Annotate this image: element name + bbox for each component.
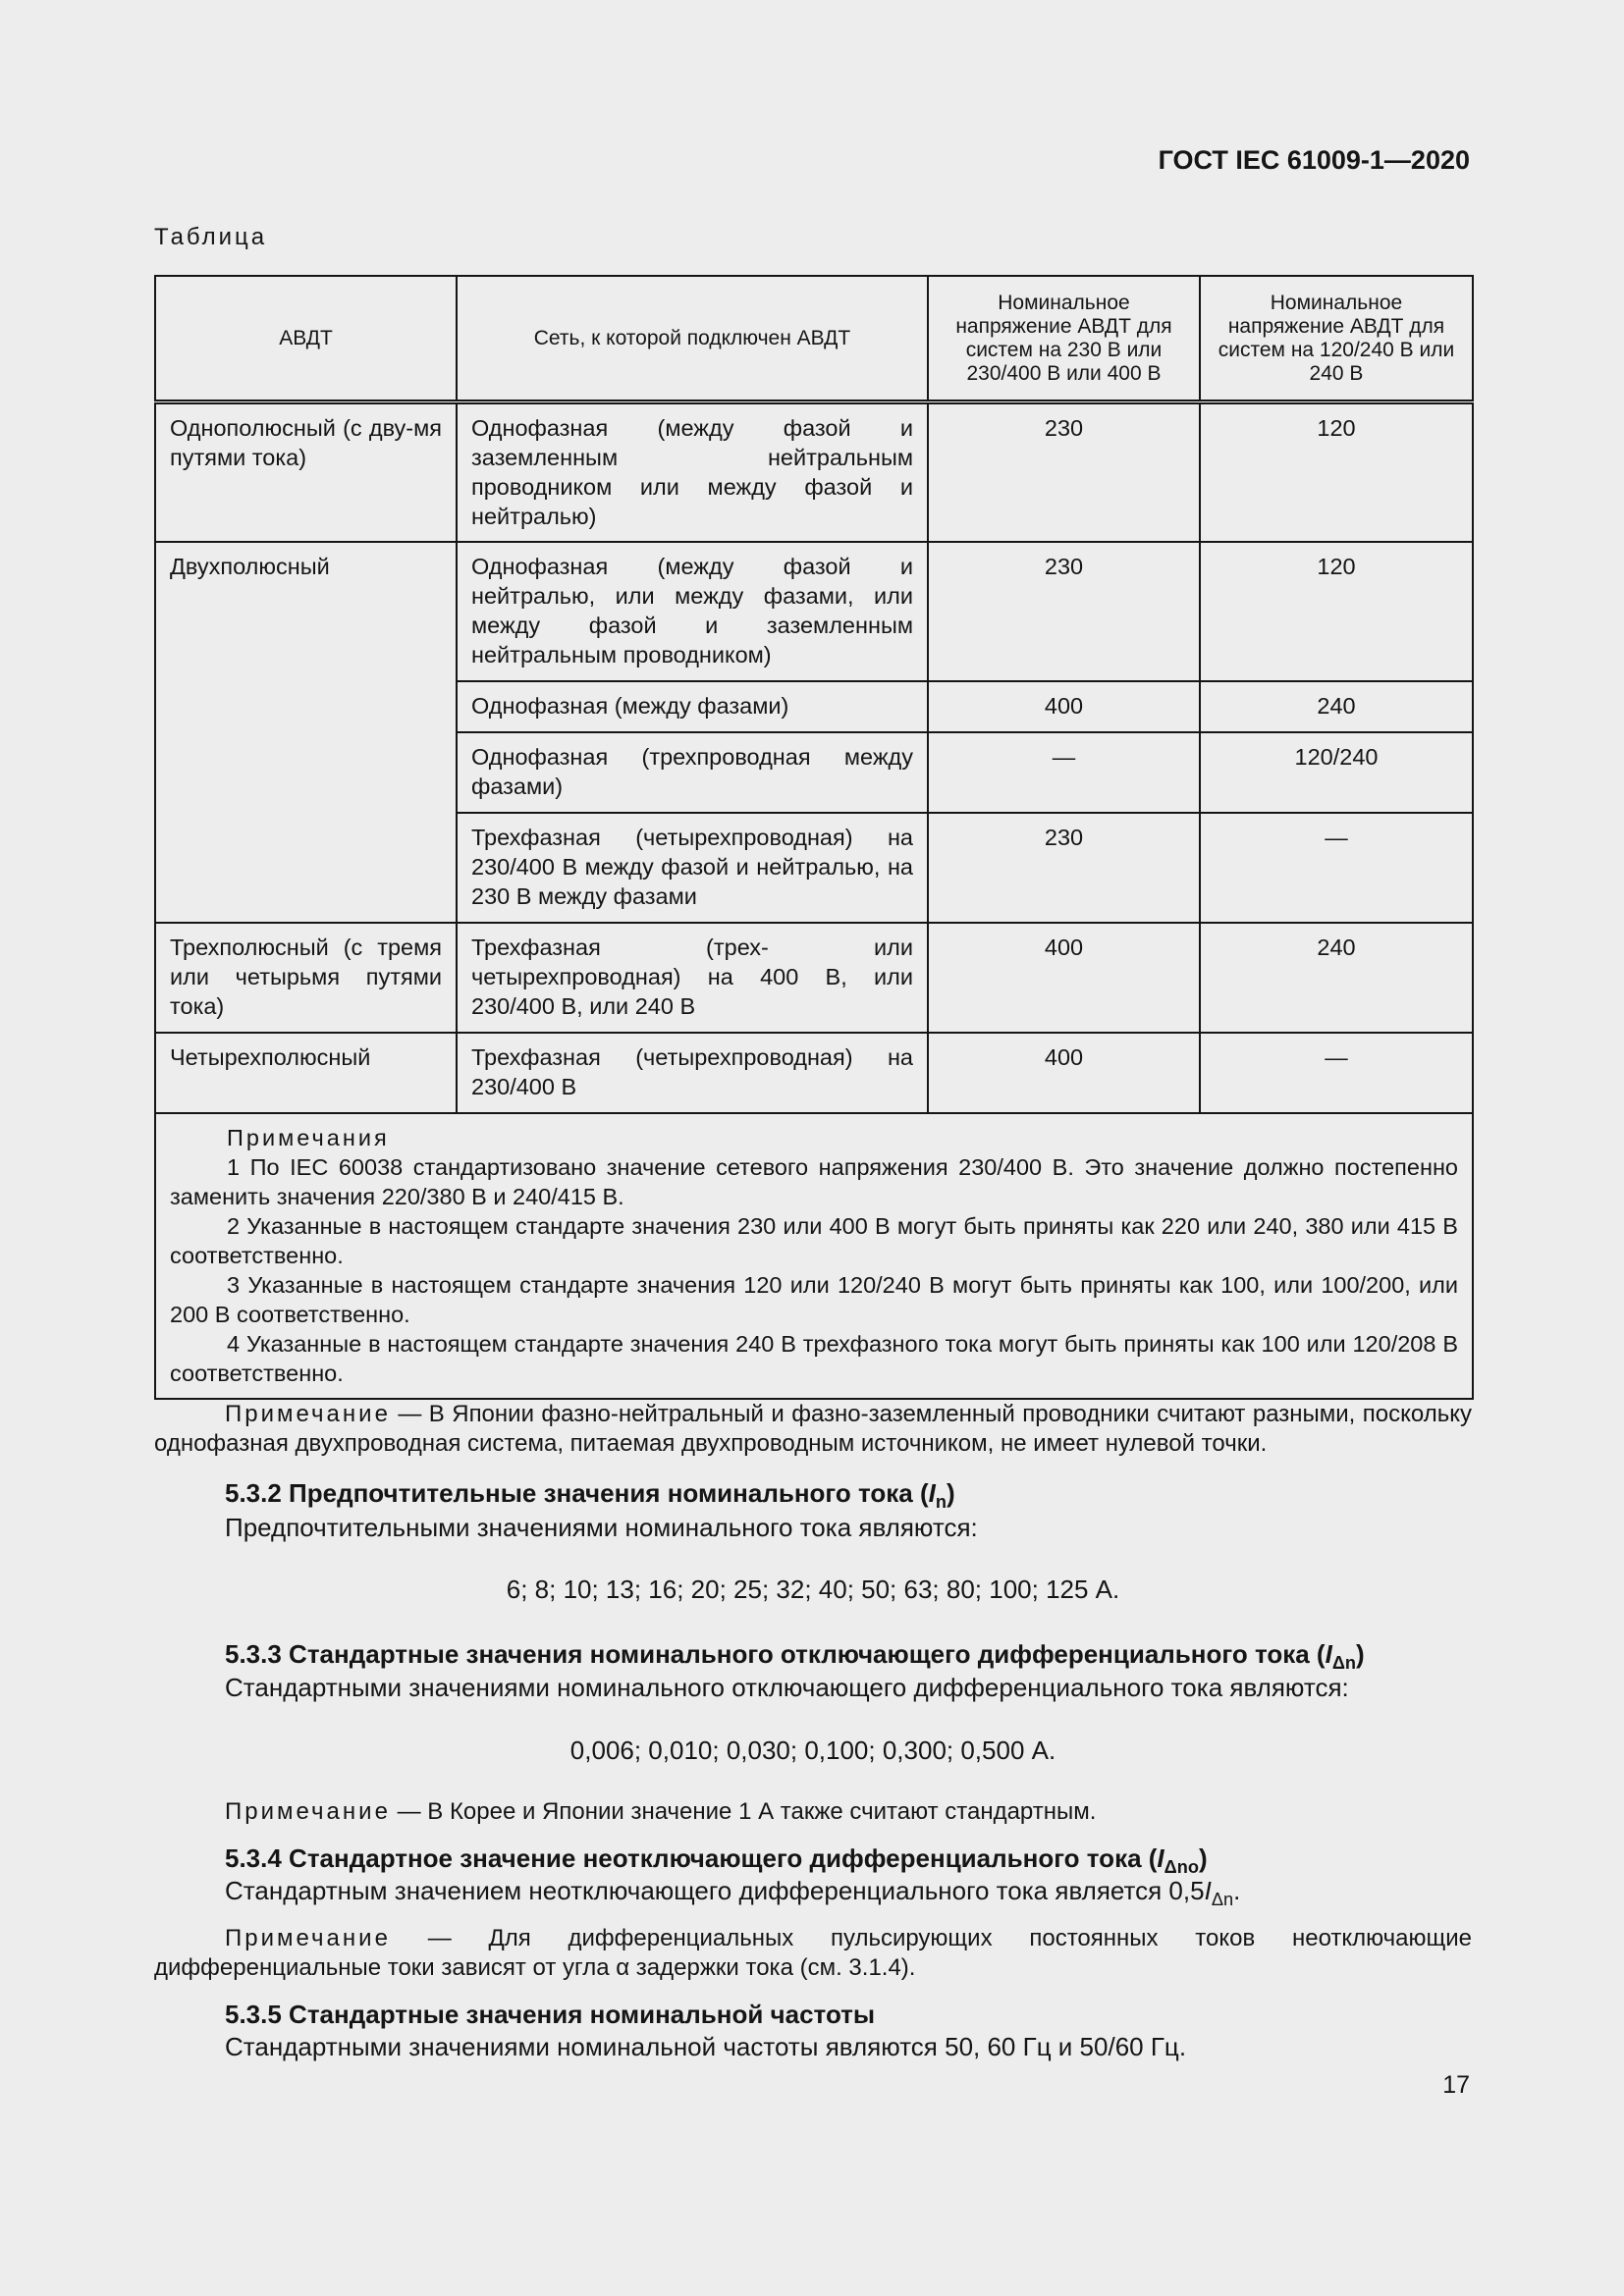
section-5-3-4-heading: [225, 1843, 1208, 1878]
breaker-type: Однополюсный (с дву-мя путями тока): [155, 402, 457, 543]
residual-current-values: 0,006; 0,010; 0,030; 0,100; 0,300; 0,500 А.: [569, 1735, 1056, 1765]
network-cell: Однофазная (трехпроводная между фазами): [457, 732, 928, 813]
text-end: .: [1233, 1876, 1241, 1905]
network-cell: Однофазная (между фазой и нейтралью, или между фазами, или между фазой и заземленным нейтральным проводником): [457, 542, 928, 681]
symbol: I: [1204, 1876, 1212, 1905]
symbol-subscript: Δno: [1164, 1857, 1199, 1878]
table-row: [155, 542, 1473, 681]
standard-id: ГОСТ IEC 61009-1—2020: [1158, 145, 1470, 175]
note-label: Примечание: [225, 1925, 391, 1951]
heading-close: ): [946, 1478, 955, 1508]
table-caption: Таблица: [154, 224, 268, 250]
heading-close: ): [1356, 1639, 1365, 1669]
section-5-3-5-text: Стандартными значениями номинальной частоты являются 50, 60 Гц и 50/60 Гц.: [225, 2032, 1187, 2061]
current-values: 6; 8; 10; 13; 16; 20; 25; 32; 40; 50; 63; 80; 100; 125 А.: [506, 1575, 1120, 1604]
section-5-3-3-text: Стандартными значениями номинального отключающего дифференциального тока являются:: [225, 1673, 1349, 1702]
note-korea: [154, 1797, 1472, 1827]
voltage-120-cell: 240: [1200, 681, 1473, 732]
voltage-table: [154, 275, 1474, 1400]
network-cell: Трехфазная (четырехпроводная) на 230/400 В между фазой и нейтралью, на 230 В между фазами: [457, 813, 928, 923]
column-header: Сеть, к которой подключен АВДТ: [457, 276, 928, 402]
voltage-120-cell: 120: [1200, 402, 1473, 543]
section-5-3-3-heading: [225, 1639, 1365, 1674]
network-cell: Трехфазная (трех- или четырехпроводная) на 400 В, или 230/400 В, или 240 В: [457, 923, 928, 1033]
page-number: 17: [1442, 2071, 1470, 2099]
breaker-type: Двухполюсный: [155, 542, 457, 923]
note-japan: [154, 1400, 1472, 1459]
voltage-230-cell: 400: [928, 681, 1200, 732]
column-header: АВДТ: [155, 276, 457, 402]
table-notes: [155, 1113, 1473, 1399]
table-note: 1 По IEC 60038 стандартизовано значение сетевого напряжения 230/400 В. Это значение должно постепенно заменить значения 220/380 В и 240/415 В.: [170, 1154, 1458, 1209]
symbol: I: [1157, 1843, 1164, 1873]
voltage-230-cell: 230: [928, 402, 1200, 543]
voltage-230-cell: —: [928, 732, 1200, 813]
note-text: — Для дифференциальных пульсирующих постоянных токов неотключающие дифференциальные токи зависят от угла α задержки тока (см. 3.1.4).: [154, 1925, 1473, 1981]
voltage-230-cell: 400: [928, 923, 1200, 1033]
column-header: Номинальное напряжение АВДТ для систем на 120/240 В или 240 В: [1200, 276, 1473, 402]
symbol: I: [1325, 1639, 1332, 1669]
note-text: — В Корее и Японии значение 1 А также считают стандартным.: [397, 1798, 1097, 1825]
voltage-230-cell: 400: [928, 1033, 1200, 1113]
section-5-3-5-heading: 5.3.5 Стандартные значения номинальной частоты: [225, 2000, 876, 2029]
network-cell: Однофазная (между фазами): [457, 681, 928, 732]
table-row: [155, 1033, 1473, 1113]
voltage-120-cell: —: [1200, 1033, 1473, 1113]
text: Стандартным значением неотключающего дифференциального тока является 0,5: [225, 1876, 1205, 1905]
voltage-120-cell: —: [1200, 813, 1473, 923]
network-cell: Однофазная (между фазой и заземленным нейтральным проводником или между фазой и нейтралью): [457, 402, 928, 543]
note-label: Примечание: [225, 1401, 391, 1427]
table-notes-row: [155, 1113, 1473, 1399]
voltage-120-cell: 120/240: [1200, 732, 1473, 813]
symbol-subscript: Δn: [1331, 1653, 1357, 1674]
table-row: [155, 923, 1473, 1033]
section-5-3-2-heading: [225, 1478, 955, 1513]
note-text: — В Японии фазно-нейтральный и фазно-заземленный проводники считают разными, поскольку однофазная двухпроводная система, питаемая двухпроводным источником, не имеет нулевой точки.: [154, 1401, 1472, 1457]
voltage-230-cell: 230: [928, 813, 1200, 923]
heading-text: 5.3.4 Стандартное значение неотключающего дифференциального тока (: [225, 1843, 1158, 1873]
table-note: 2 Указанные в настоящем стандарте значения 230 или 400 В могут быть приняты как 220 или 240, 380 или 415 В соответственно.: [170, 1213, 1458, 1268]
network-cell: Трехфазная (четырехпроводная) на 230/400 В: [457, 1033, 928, 1113]
breaker-type: Четырехполюсный: [155, 1033, 457, 1113]
section-5-3-2-text: Предпочтительными значениями номинального тока являются:: [225, 1513, 978, 1542]
table-note: 3 Указанные в настоящем стандарте значения 120 или 120/240 В могут быть приняты как 100, или 100/200, или 200 В соответственно.: [170, 1272, 1458, 1327]
voltage-120-cell: 240: [1200, 923, 1473, 1033]
heading-text: 5.3.3 Стандартные значения номинального отключающего дифференциального тока (: [225, 1639, 1326, 1669]
symbol-subscript: Δn: [1211, 1890, 1234, 1910]
heading-text: 5.3.2 Предпочтительные значения номинального тока (: [225, 1478, 929, 1508]
table-row: [155, 402, 1473, 543]
breaker-type: Трехполюсный (с тремя или четырьмя путями тока): [155, 923, 457, 1033]
note-pulsating: [154, 1924, 1472, 1983]
symbol-subscript: n: [935, 1492, 947, 1513]
table-header-row: [155, 276, 1473, 402]
heading-close: ): [1198, 1843, 1208, 1873]
voltage-120-cell: 120: [1200, 542, 1473, 681]
voltage-230-cell: 230: [928, 542, 1200, 681]
notes-title: Примечания: [227, 1125, 390, 1150]
section-5-3-4-text: [225, 1876, 1240, 1910]
note-label: Примечание: [225, 1798, 391, 1825]
column-header: Номинальное напряжение АВДТ для систем на 230 В или 230/400 В или 400 В: [928, 276, 1200, 402]
table-note: 4 Указанные в настоящем стандарте значения 240 В трехфазного тока могут быть приняты как 100 или 120/208 В соответственно.: [170, 1331, 1458, 1386]
symbol: I: [928, 1478, 936, 1508]
